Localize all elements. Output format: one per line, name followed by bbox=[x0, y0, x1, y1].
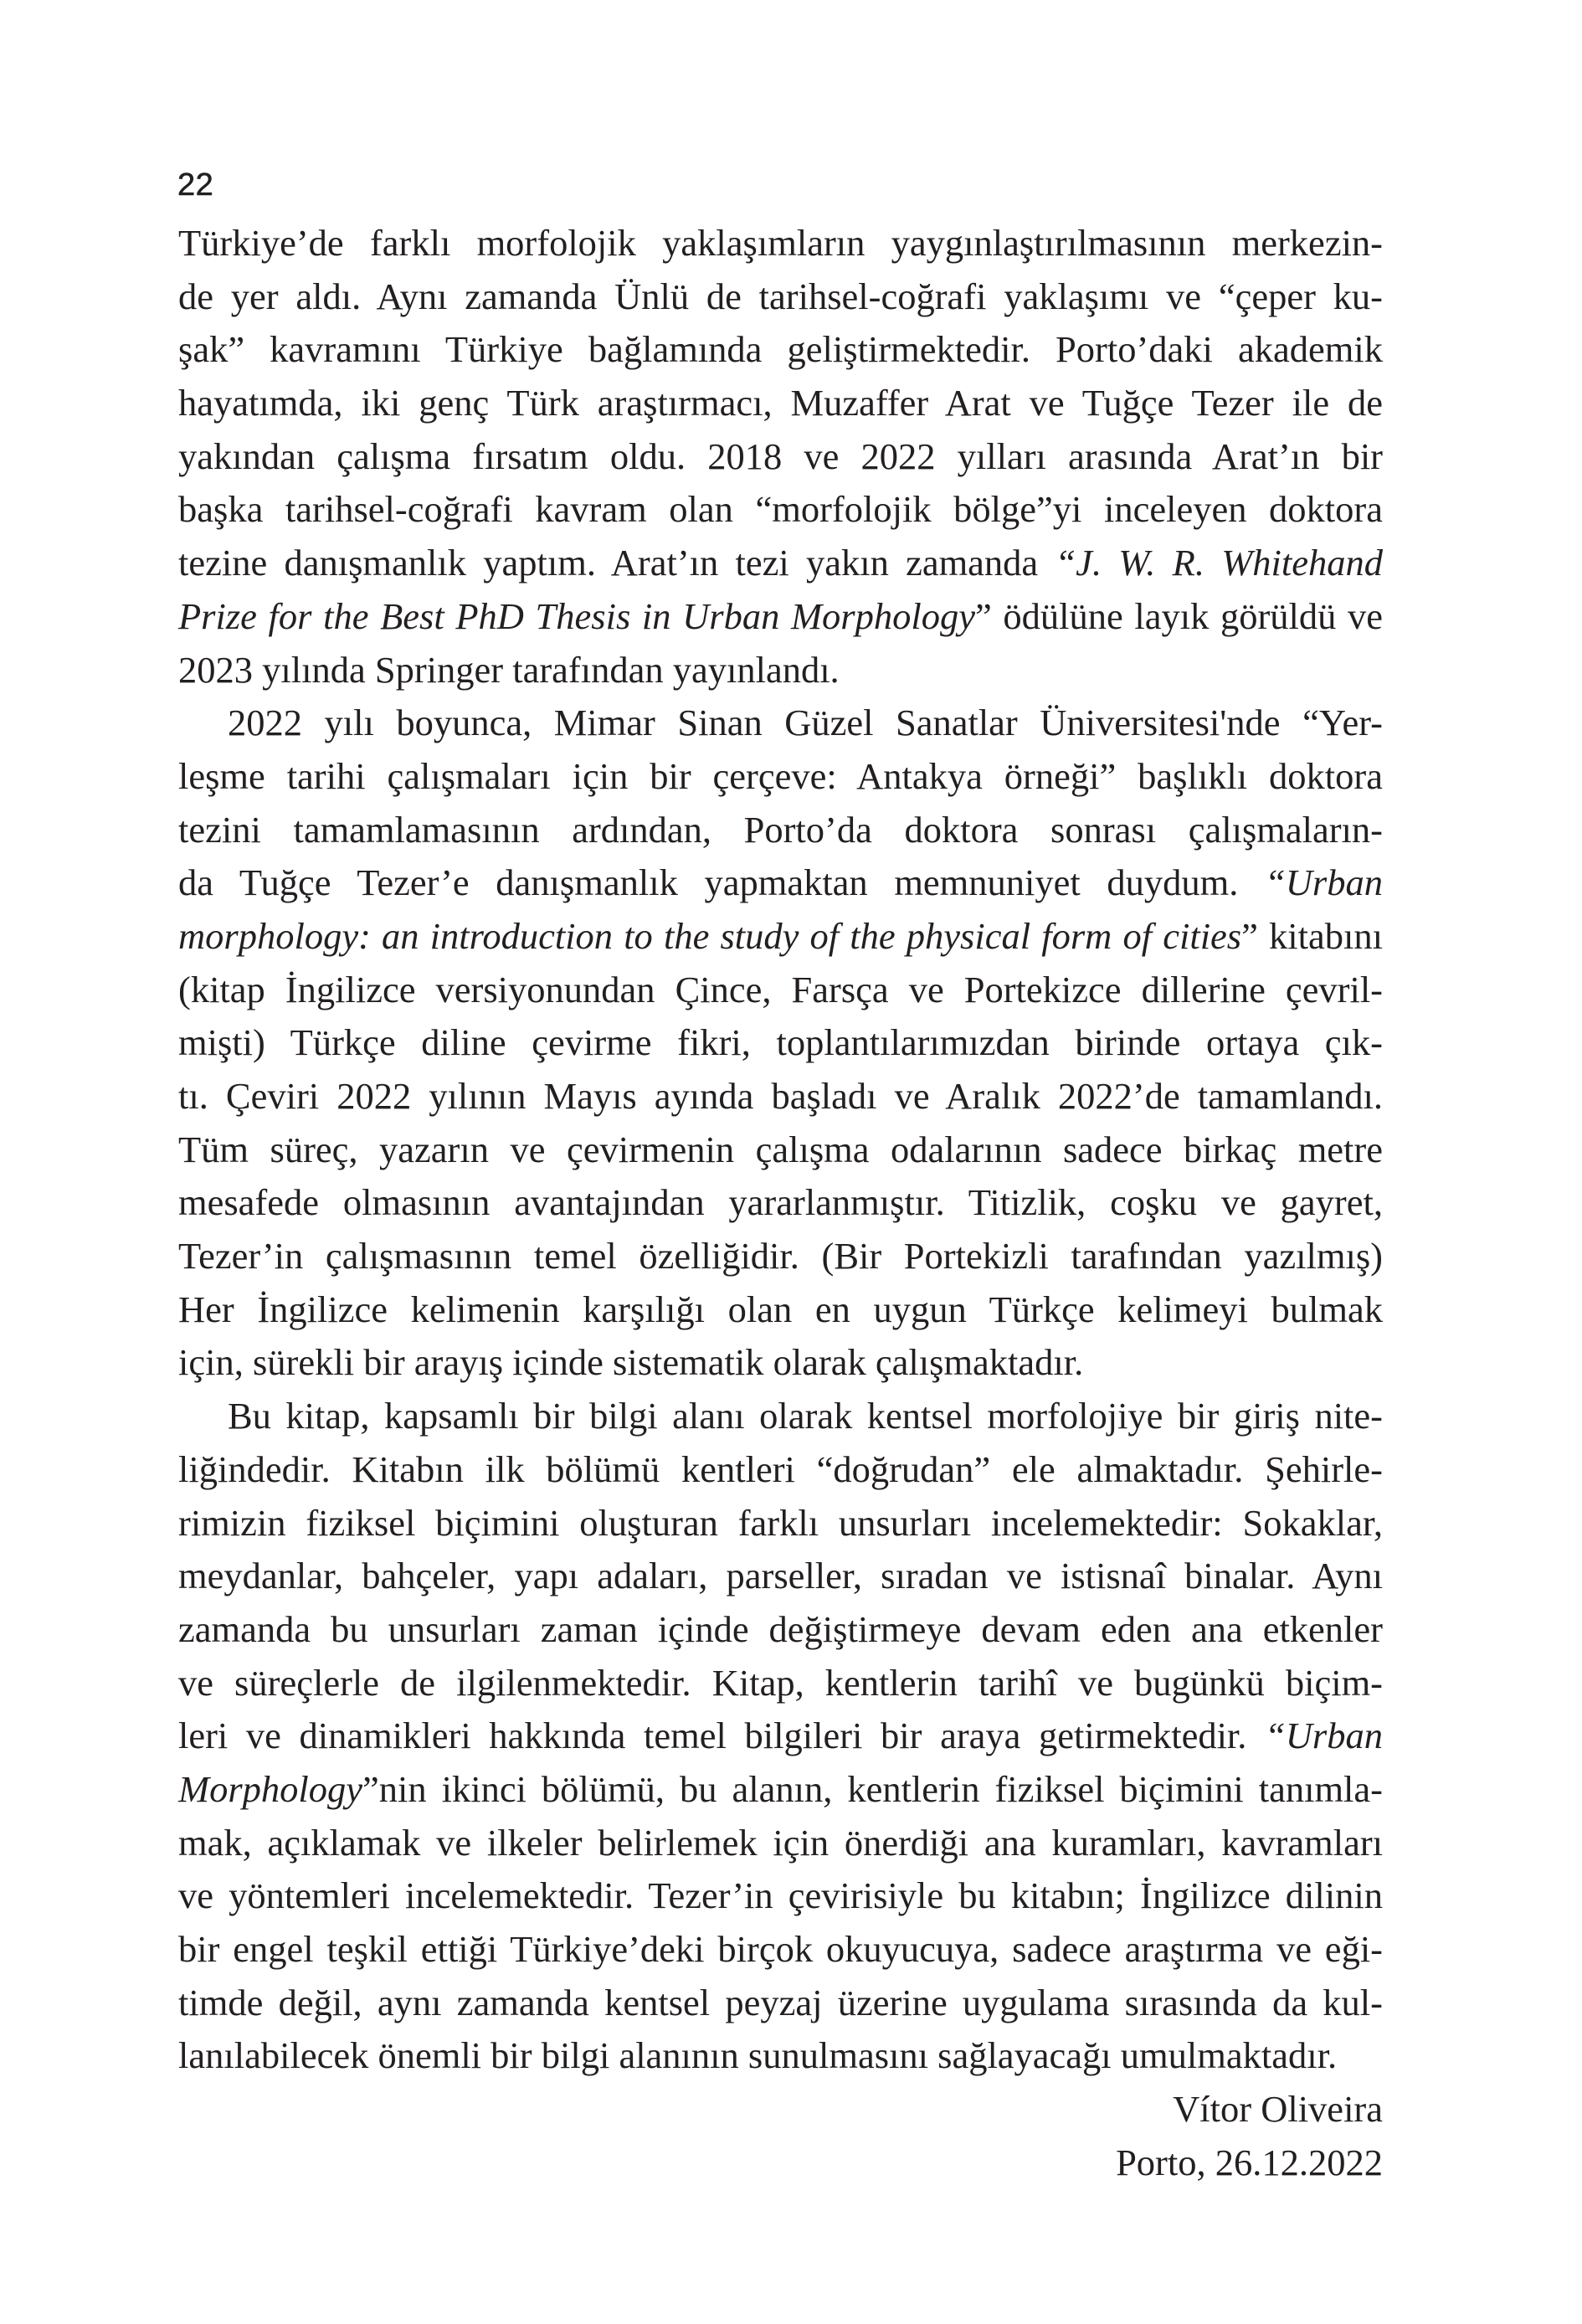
text-segment: timde değil, aynı zamanda kentsel peyzaj üzerine uygulama sırasında da kul- bbox=[178, 1981, 1383, 2023]
text-line bbox=[178, 1390, 1383, 1443]
paragraphs bbox=[178, 217, 1383, 2083]
text-line bbox=[178, 1550, 1383, 1603]
text-line bbox=[178, 804, 1383, 857]
paragraph bbox=[178, 1390, 1383, 2083]
text-segment: şak” kavramını Türkiye bağlamında geliştirmektedir. Porto’daki akademik bbox=[178, 328, 1383, 371]
text-line bbox=[178, 1710, 1383, 1763]
text-segment: Tezer’in çalışmasının temel özelliğidir. (Bir Portekizli tarafından yazılmış) bbox=[178, 1235, 1383, 1278]
paragraph bbox=[178, 217, 1383, 697]
italic-title-segment: Morphology bbox=[178, 1767, 363, 1810]
text-segment: mişti) Türkçe diline çevirme fikri, toplantılarımızdan birinde ortaya çık- bbox=[178, 1021, 1383, 1064]
text-line bbox=[178, 856, 1383, 910]
text-line bbox=[178, 1763, 1383, 1817]
signature-place-date: Porto, 26.12.2022 bbox=[1116, 2141, 1383, 2183]
text-segment: için, sürekli bir arayış içinde sistematik olarak çalışmaktadır. bbox=[178, 1341, 1084, 1384]
text-segment: Tüm süreç, yazarın ve çevirmenin çalışma odalarının sadece birkaç metre bbox=[178, 1128, 1383, 1170]
text-line bbox=[178, 750, 1383, 804]
text-line bbox=[178, 377, 1383, 430]
text-segment: leşme tarihi çalışmaları için bir çerçeve: Antakya örneği” başlıklı doktora bbox=[178, 754, 1383, 797]
text-segment: da Tuğçe Tezer’e danışmanlık yapmaktan memnuniyet duydum. bbox=[178, 861, 1266, 904]
text-line bbox=[178, 1123, 1383, 1177]
text-segment: ve süreçlerle de ilgilenmektedir. Kitap, kentlerin tarihî ve bugünkü biçim- bbox=[178, 1661, 1383, 1704]
text-line bbox=[178, 1977, 1383, 2030]
italic-title-segment: “Urban bbox=[1265, 1715, 1383, 1757]
text-segment: liğindedir. Kitabın ilk bölümü kentleri “doğrudan” ele almaktadır. Şehirle- bbox=[178, 1447, 1383, 1490]
text-segment: hayatımda, iki genç Türk araştırmacı, Muzaffer Arat ve Tuğçe Tezer ile de bbox=[178, 382, 1383, 424]
text-line bbox=[178, 590, 1383, 644]
text-line bbox=[178, 644, 1383, 697]
text-line bbox=[178, 1497, 1383, 1550]
italic-title-segment: “Urban bbox=[1265, 861, 1383, 904]
text-segment: rimizin fiziksel biçimini oluşturan farklı unsurları incelemektedir: Sokaklar, bbox=[178, 1501, 1383, 1544]
text-segment: tı. Çeviri 2022 yılının Mayıs ayında başladı ve Aralık 2022’de tamamlandı. bbox=[178, 1075, 1383, 1117]
text-segment: zamanda bu unsurları zaman içinde değiştirmeye devam eden ana etkenler bbox=[178, 1607, 1383, 1650]
text-segment: Bu kitap, kapsamlı bir bilgi alanı olarak kentsel morfolojiye bir giriş nite- bbox=[228, 1395, 1383, 1437]
paragraph bbox=[178, 697, 1383, 1390]
text-line bbox=[178, 270, 1383, 324]
text-line bbox=[178, 1657, 1383, 1710]
text-line bbox=[178, 1817, 1383, 1870]
page-number: 22 bbox=[177, 167, 214, 203]
text-segment: ve yöntemleri incelemektedir. Tezer’in çevirisiyle bu kitabın; İngilizce dilinin bbox=[178, 1874, 1383, 1917]
text-segment: başka tarihsel-coğrafi kavram olan “morfolojik bölge”yi inceleyen doktora bbox=[178, 488, 1383, 531]
text-segment: ” ödülüne layık görüldü ve bbox=[974, 594, 1384, 637]
text-line bbox=[178, 483, 1383, 537]
text-segment: leri ve dinamikleri hakkında temel bilgileri bir araya getirmektedir. bbox=[178, 1715, 1266, 1757]
text-line bbox=[178, 1603, 1383, 1657]
text-segment: lanılabilecek önemli bir bilgi alanının sunulmasını sağlayacağı umulmaktadır. bbox=[178, 2034, 1338, 2077]
text-segment: bir engel teşkil ettiği Türkiye’deki birçok okuyucuya, sadece araştırma ve eği- bbox=[178, 1928, 1383, 1970]
text-line bbox=[178, 2029, 1383, 2083]
text-segment: 2022 yılı boyunca, Mimar Sinan Güzel Sanatlar Üniversitesi'nde “Yer- bbox=[228, 702, 1383, 744]
text-segment: ”nin ikinci bölümü, bu alanın, kentlerin fiziksel biçimini tanımla- bbox=[362, 1767, 1383, 1810]
text-segment: tezine danışmanlık yaptım. Arat’ın tezi yakın zamanda bbox=[178, 542, 1056, 584]
text-segment: tezini tamamlamasının ardından, Porto’da doktora sonrası çalışmaların- bbox=[178, 808, 1383, 851]
text-line bbox=[178, 537, 1383, 590]
text-segment: Türkiye’de farklı morfolojik yaklaşımların yaygınlaştırılmasının merkezin- bbox=[178, 222, 1383, 264]
text-line bbox=[178, 1869, 1383, 1923]
signature-author: Vítor Oliveira bbox=[1173, 2088, 1383, 2131]
text-segment: yakından çalışma fırsatım oldu. 2018 ve 2022 yılları arasında Arat’ın bir bbox=[178, 434, 1383, 477]
text-segment: de yer aldı. Aynı zamanda Ünlü de tarihsel-coğrafi yaklaşımı ve “çeper ku- bbox=[178, 275, 1383, 317]
text-line bbox=[178, 1016, 1383, 1070]
text-line bbox=[178, 964, 1383, 1017]
text-line bbox=[178, 1230, 1383, 1283]
body-text bbox=[178, 217, 1383, 2189]
text-segment: mesafede olmasının avantajından yararlanmıştır. Titizlik, coşku ve gayret, bbox=[178, 1181, 1383, 1224]
text-segment: mak, açıklamak ve ilkeler belirlemek için önerdiği ana kuramları, kavramları bbox=[178, 1821, 1383, 1864]
italic-title-segment: “J. W. R. Whitehand bbox=[1055, 542, 1384, 584]
text-line bbox=[178, 697, 1383, 750]
text-segment: meydanlar, bahçeler, yapı adaları, parseller, sıradan ve istisnaî binalar. Aynı bbox=[178, 1555, 1383, 1597]
italic-title-segment: Prize for the Best PhD Thesis in Urban Morphology bbox=[178, 594, 975, 637]
text-line bbox=[178, 1923, 1383, 1977]
text-line bbox=[178, 1070, 1383, 1123]
text-line bbox=[178, 910, 1383, 964]
text-segment: Her İngilizce kelimenin karşılığı olan en uygun Türkçe kelimeyi bulmak bbox=[178, 1288, 1383, 1330]
text-segment: ” kitabını bbox=[1241, 914, 1383, 957]
text-segment: (kitap İngilizce versiyonundan Çince, Farsça ve Portekizce dillerine çevril- bbox=[178, 968, 1383, 1010]
text-segment: 2023 yılında Springer tarafından yayınlandı. bbox=[178, 648, 840, 691]
text-line bbox=[178, 1443, 1383, 1497]
italic-title-segment: morphology: an introduction to the study of the physical form of cities bbox=[178, 914, 1242, 957]
text-line bbox=[178, 1176, 1383, 1230]
text-line bbox=[178, 323, 1383, 377]
text-line bbox=[178, 430, 1383, 484]
text-line bbox=[178, 217, 1383, 270]
text-line bbox=[178, 1283, 1383, 1337]
text-line bbox=[178, 1336, 1383, 1390]
